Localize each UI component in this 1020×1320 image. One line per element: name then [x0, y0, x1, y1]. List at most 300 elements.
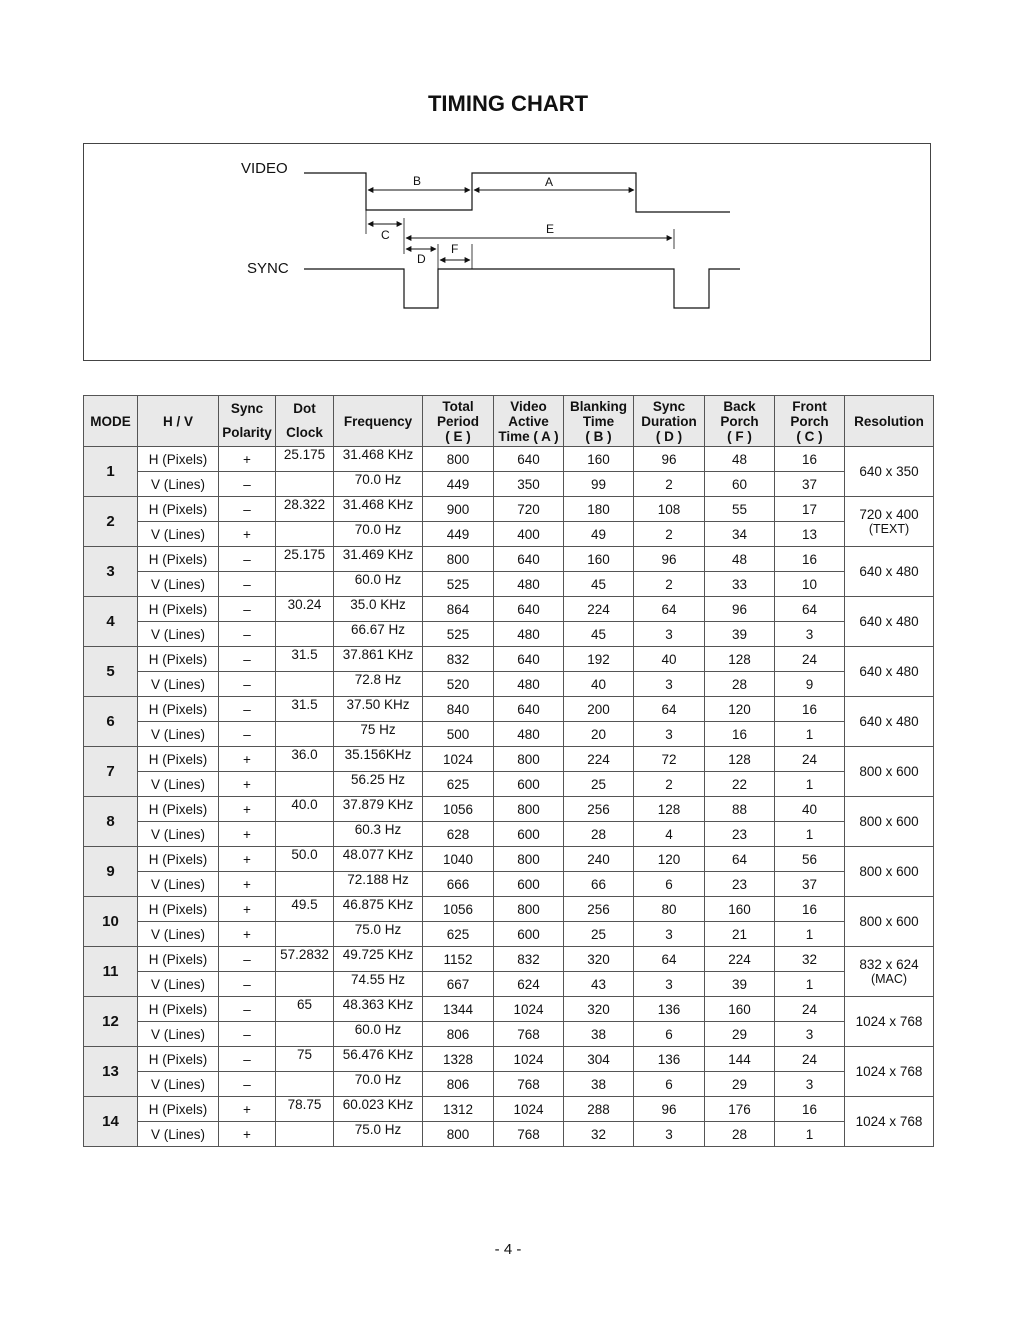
table-row [84, 547, 934, 572]
dot-clock-cell: 25.175 [276, 547, 334, 572]
table-row [84, 872, 934, 897]
header-text: Back [723, 398, 756, 414]
cell-blanking: 38 [564, 1022, 634, 1047]
cell-back: 120 [705, 697, 775, 722]
cell-blanking: 160 [564, 547, 634, 572]
header-text: Dot [293, 401, 316, 416]
cell-sync: 64 [634, 597, 705, 622]
resolution-cell [845, 697, 934, 747]
cell-polarity: – [219, 947, 276, 972]
cell-frequency: 60.3 Hz [334, 822, 423, 847]
dot-clock-cell [276, 1022, 334, 1047]
table-row [84, 447, 934, 472]
cell-total: 1056 [423, 797, 494, 822]
cell-label: H (Pixels) [138, 547, 219, 572]
resolution-note: (MAC) [870, 971, 908, 986]
table-row [84, 1122, 934, 1147]
cell-label: H (Pixels) [138, 497, 219, 522]
cell-total: 1056 [423, 897, 494, 922]
cell-frequency: 49.725 KHz [334, 947, 423, 972]
dot-clock-cell: 31.5 [276, 647, 334, 672]
table-row [84, 472, 934, 497]
cell-front: 24 [775, 747, 845, 772]
dot-clock-cell: 49.5 [276, 897, 334, 922]
cell-label: H (Pixels) [138, 947, 219, 972]
cell-polarity: – [219, 572, 276, 597]
header-dot-clock [276, 396, 334, 447]
dot-clock-cell [276, 722, 334, 747]
header-sync-polarity [219, 396, 276, 447]
cell-back: 144 [705, 1047, 775, 1072]
table-row [84, 522, 934, 547]
cell-sync: 4 [634, 822, 705, 847]
cell-frequency: 48.077 KHz [334, 847, 423, 872]
mode-number: 1 [84, 447, 138, 497]
cell-front: 17 [775, 497, 845, 522]
table-row [84, 697, 934, 722]
cell-back: 160 [705, 897, 775, 922]
mode-number: 7 [84, 747, 138, 797]
cell-label: V (Lines) [138, 472, 219, 497]
cell-label: H (Pixels) [138, 647, 219, 672]
resolution-value: 800 x 600 [859, 864, 919, 879]
page-number: - 4 - [494, 1241, 522, 1258]
header-text: Blanking [569, 398, 627, 414]
dot-clock-cell: 31.5 [276, 697, 334, 722]
resolution-value: 800 x 600 [859, 764, 919, 779]
cell-total: 500 [423, 722, 494, 747]
dot-clock-cell: 28.322 [276, 497, 334, 522]
cell-active: 640 [494, 597, 564, 622]
cell-sync: 3 [634, 622, 705, 647]
cell-total: 666 [423, 872, 494, 897]
cell-total: 1024 [423, 747, 494, 772]
cell-label: V (Lines) [138, 522, 219, 547]
cell-front: 16 [775, 1097, 845, 1122]
table-row [84, 647, 934, 672]
resolution-value: 640 x 350 [859, 464, 919, 479]
table-header-row [84, 396, 934, 447]
cell-active: 624 [494, 972, 564, 997]
cell-blanking: 45 [564, 572, 634, 597]
cell-active: 350 [494, 472, 564, 497]
cell-polarity: – [219, 997, 276, 1022]
cell-frequency: 75 Hz [334, 722, 423, 747]
mode-number: 10 [84, 897, 138, 947]
cell-polarity: – [219, 1047, 276, 1072]
cell-polarity: – [219, 547, 276, 572]
cell-front: 3 [775, 622, 845, 647]
table-row [84, 622, 934, 647]
table-row [84, 1072, 934, 1097]
cell-blanking: 66 [564, 872, 634, 897]
cell-blanking: 160 [564, 447, 634, 472]
label-b: B [413, 174, 422, 188]
cell-blanking: 43 [564, 972, 634, 997]
resolution-cell [845, 547, 934, 597]
resolution-cell [845, 847, 934, 897]
dot-clock-cell [276, 572, 334, 597]
cell-blanking: 99 [564, 472, 634, 497]
cell-active: 400 [494, 522, 564, 547]
cell-sync: 120 [634, 847, 705, 872]
header-text: Clock [286, 425, 323, 440]
cell-blanking: 200 [564, 697, 634, 722]
header-text: Sync [652, 398, 686, 414]
cell-polarity: – [219, 972, 276, 997]
cell-total: 800 [423, 547, 494, 572]
cell-frequency: 37.50 KHz [334, 697, 423, 722]
cell-frequency: 75.0 Hz [334, 1122, 423, 1147]
cell-label: V (Lines) [138, 722, 219, 747]
mode-number: 6 [84, 697, 138, 747]
header-back-porch [705, 396, 775, 447]
cell-active: 640 [494, 697, 564, 722]
cell-frequency: 48.363 KHz [334, 997, 423, 1022]
dot-clock-cell [276, 922, 334, 947]
cell-blanking: 224 [564, 597, 634, 622]
header-text: Duration [641, 413, 697, 429]
cell-label: H (Pixels) [138, 747, 219, 772]
table-row [84, 1047, 934, 1072]
mode-number: 11 [84, 947, 138, 997]
resolution-cell [845, 747, 934, 797]
header-total-period [423, 396, 494, 447]
cell-label: V (Lines) [138, 972, 219, 997]
cell-back: 29 [705, 1072, 775, 1097]
table-row [84, 822, 934, 847]
cell-blanking: 304 [564, 1047, 634, 1072]
dot-clock-cell [276, 822, 334, 847]
cell-frequency: 60.0 Hz [334, 572, 423, 597]
table-row [84, 597, 934, 622]
cell-sync: 2 [634, 772, 705, 797]
cell-sync: 72 [634, 747, 705, 772]
cell-sync: 3 [634, 972, 705, 997]
cell-total: 667 [423, 972, 494, 997]
header-text: Time ( A ) [498, 428, 559, 444]
cell-frequency: 60.0 Hz [334, 1022, 423, 1047]
dot-clock-cell: 75 [276, 1047, 334, 1072]
cell-back: 39 [705, 972, 775, 997]
cell-sync: 6 [634, 1022, 705, 1047]
cell-label: H (Pixels) [138, 1097, 219, 1122]
table-row [84, 847, 934, 872]
resolution-cell [845, 497, 934, 547]
cell-label: V (Lines) [138, 672, 219, 697]
cell-polarity: + [219, 847, 276, 872]
resolution-cell [845, 797, 934, 847]
cell-back: 224 [705, 947, 775, 972]
cell-polarity: + [219, 1122, 276, 1147]
table-row [84, 747, 934, 772]
cell-total: 449 [423, 472, 494, 497]
cell-back: 16 [705, 722, 775, 747]
resolution-value: 832 x 624 [859, 956, 919, 972]
cell-total: 1152 [423, 947, 494, 972]
cell-frequency: 70.0 Hz [334, 522, 423, 547]
cell-active: 1024 [494, 1047, 564, 1072]
cell-front: 1 [775, 772, 845, 797]
cell-active: 800 [494, 747, 564, 772]
cell-active: 800 [494, 797, 564, 822]
cell-total: 625 [423, 922, 494, 947]
header-text: ( E ) [445, 428, 471, 444]
cell-blanking: 28 [564, 822, 634, 847]
cell-front: 16 [775, 897, 845, 922]
table-row [84, 572, 934, 597]
resolution-value: 640 x 480 [859, 564, 919, 579]
cell-polarity: + [219, 922, 276, 947]
cell-frequency: 72.8 Hz [334, 672, 423, 697]
cell-total: 525 [423, 572, 494, 597]
table-row [84, 947, 934, 972]
header-text: Video [510, 398, 547, 414]
cell-polarity: + [219, 747, 276, 772]
cell-label: H (Pixels) [138, 597, 219, 622]
cell-polarity: – [219, 672, 276, 697]
header-front-porch [775, 396, 845, 447]
cell-total: 900 [423, 497, 494, 522]
cell-active: 768 [494, 1072, 564, 1097]
header-hv: H / V [138, 396, 219, 447]
cell-active: 768 [494, 1122, 564, 1147]
mode-number: 13 [84, 1047, 138, 1097]
cell-back: 48 [705, 547, 775, 572]
cell-blanking: 45 [564, 622, 634, 647]
cell-polarity: – [219, 697, 276, 722]
cell-back: 128 [705, 647, 775, 672]
cell-back: 23 [705, 872, 775, 897]
cell-sync: 3 [634, 922, 705, 947]
cell-blanking: 256 [564, 897, 634, 922]
cell-back: 88 [705, 797, 775, 822]
cell-front: 64 [775, 597, 845, 622]
cell-back: 28 [705, 672, 775, 697]
resolution-cell [845, 947, 934, 997]
header-sync-duration [634, 396, 705, 447]
label-d: D [417, 252, 426, 266]
cell-front: 3 [775, 1022, 845, 1047]
cell-frequency: 74.55 Hz [334, 972, 423, 997]
cell-blanking: 20 [564, 722, 634, 747]
cell-frequency: 31.468 KHz [334, 447, 423, 472]
cell-frequency: 56.25 Hz [334, 772, 423, 797]
cell-blanking: 320 [564, 947, 634, 972]
cell-back: 29 [705, 1022, 775, 1047]
cell-back: 128 [705, 747, 775, 772]
resolution-cell [845, 447, 934, 497]
cell-active: 832 [494, 947, 564, 972]
cell-blanking: 49 [564, 522, 634, 547]
cell-frequency: 70.0 Hz [334, 1072, 423, 1097]
cell-front: 37 [775, 472, 845, 497]
cell-blanking: 25 [564, 772, 634, 797]
cell-sync: 40 [634, 647, 705, 672]
cell-total: 800 [423, 447, 494, 472]
cell-back: 64 [705, 847, 775, 872]
cell-sync: 3 [634, 722, 705, 747]
cell-active: 600 [494, 772, 564, 797]
cell-label: H (Pixels) [138, 1047, 219, 1072]
cell-label: V (Lines) [138, 822, 219, 847]
sync-waveform [304, 269, 740, 308]
header-text: Polarity [222, 425, 272, 440]
cell-sync: 6 [634, 872, 705, 897]
resolution-value: 640 x 480 [859, 614, 919, 629]
header-text: Total [442, 398, 474, 414]
header-video-active [494, 396, 564, 447]
cell-sync: 3 [634, 1122, 705, 1147]
dot-clock-cell: 25.175 [276, 447, 334, 472]
cell-label: H (Pixels) [138, 997, 219, 1022]
cell-frequency: 37.861 KHz [334, 647, 423, 672]
cell-polarity: – [219, 622, 276, 647]
cell-label: H (Pixels) [138, 697, 219, 722]
cell-sync: 136 [634, 1047, 705, 1072]
timing-diagram [83, 143, 931, 361]
cell-sync: 80 [634, 897, 705, 922]
cell-polarity: – [219, 647, 276, 672]
cell-blanking: 32 [564, 1122, 634, 1147]
header-text: Front [792, 398, 827, 414]
cell-frequency: 31.468 KHz [334, 497, 423, 522]
header-text: Active [508, 413, 549, 429]
cell-front: 32 [775, 947, 845, 972]
cell-active: 480 [494, 722, 564, 747]
cell-sync: 128 [634, 797, 705, 822]
cell-back: 34 [705, 522, 775, 547]
cell-frequency: 56.476 KHz [334, 1047, 423, 1072]
resolution-cell [845, 897, 934, 947]
cell-frequency: 72.188 Hz [334, 872, 423, 897]
cell-active: 480 [494, 672, 564, 697]
cell-frequency: 35.0 KHz [334, 597, 423, 622]
header-resolution: Resolution [845, 396, 934, 447]
cell-frequency: 66.67 Hz [334, 622, 423, 647]
header-blanking [564, 396, 634, 447]
cell-front: 24 [775, 1047, 845, 1072]
mode-number: 9 [84, 847, 138, 897]
header-text: ( B ) [585, 428, 612, 444]
header-text: ( C ) [796, 428, 823, 444]
timing-table [83, 395, 934, 1147]
cell-frequency: 35.156KHz [334, 747, 423, 772]
cell-back: 176 [705, 1097, 775, 1122]
cell-label: V (Lines) [138, 872, 219, 897]
cell-sync: 3 [634, 672, 705, 697]
mode-number: 5 [84, 647, 138, 697]
label-f: F [451, 242, 459, 256]
cell-label: H (Pixels) [138, 897, 219, 922]
cell-front: 1 [775, 1122, 845, 1147]
cell-back: 28 [705, 1122, 775, 1147]
cell-sync: 64 [634, 697, 705, 722]
cell-total: 1328 [423, 1047, 494, 1072]
cell-back: 22 [705, 772, 775, 797]
cell-polarity: – [219, 722, 276, 747]
cell-polarity: – [219, 1072, 276, 1097]
cell-active: 720 [494, 497, 564, 522]
cell-front: 40 [775, 797, 845, 822]
header-text: Sync [230, 401, 264, 416]
cell-blanking: 38 [564, 1072, 634, 1097]
cell-front: 1 [775, 822, 845, 847]
table-row [84, 922, 934, 947]
cell-active: 768 [494, 1022, 564, 1047]
dot-clock-cell [276, 672, 334, 697]
table-row [84, 1097, 934, 1122]
cell-front: 56 [775, 847, 845, 872]
cell-total: 806 [423, 1072, 494, 1097]
table-row [84, 772, 934, 797]
cell-active: 640 [494, 647, 564, 672]
resolution-cell [845, 1047, 934, 1097]
cell-frequency: 60.023 KHz [334, 1097, 423, 1122]
dot-clock-cell [276, 872, 334, 897]
dot-clock-cell [276, 1072, 334, 1097]
dot-clock-cell [276, 772, 334, 797]
cell-blanking: 224 [564, 747, 634, 772]
cell-label: V (Lines) [138, 772, 219, 797]
cell-front: 13 [775, 522, 845, 547]
cell-blanking: 288 [564, 1097, 634, 1122]
cell-sync: 96 [634, 547, 705, 572]
cell-blanking: 40 [564, 672, 634, 697]
resolution-cell [845, 597, 934, 647]
cell-label: H (Pixels) [138, 447, 219, 472]
resolution-note: (TEXT) [868, 521, 910, 536]
resolution-value: 800 x 600 [859, 914, 919, 929]
cell-front: 24 [775, 647, 845, 672]
cell-front: 24 [775, 997, 845, 1022]
cell-label: V (Lines) [138, 1122, 219, 1147]
cell-front: 1 [775, 922, 845, 947]
cell-blanking: 25 [564, 922, 634, 947]
cell-active: 600 [494, 922, 564, 947]
cell-frequency: 31.469 KHz [334, 547, 423, 572]
cell-label: V (Lines) [138, 622, 219, 647]
cell-total: 520 [423, 672, 494, 697]
header-text: ( D ) [655, 428, 683, 444]
label-a: A [545, 175, 554, 189]
cell-frequency: 70.0 Hz [334, 472, 423, 497]
cell-polarity: – [219, 472, 276, 497]
cell-back: 55 [705, 497, 775, 522]
cell-label: V (Lines) [138, 922, 219, 947]
cell-polarity: + [219, 897, 276, 922]
cell-total: 840 [423, 697, 494, 722]
table-row [84, 797, 934, 822]
cell-blanking: 320 [564, 997, 634, 1022]
cell-polarity: + [219, 522, 276, 547]
cell-sync: 2 [634, 472, 705, 497]
cell-polarity: + [219, 1097, 276, 1122]
cell-back: 96 [705, 597, 775, 622]
cell-sync: 64 [634, 947, 705, 972]
timing-diagram-svg [84, 144, 932, 362]
cell-active: 640 [494, 547, 564, 572]
cell-front: 1 [775, 722, 845, 747]
table-row [84, 672, 934, 697]
cell-total: 628 [423, 822, 494, 847]
cell-active: 600 [494, 872, 564, 897]
cell-polarity: + [219, 447, 276, 472]
header-text: ( F ) [727, 428, 752, 444]
cell-blanking: 180 [564, 497, 634, 522]
cell-back: 33 [705, 572, 775, 597]
cell-label: V (Lines) [138, 572, 219, 597]
